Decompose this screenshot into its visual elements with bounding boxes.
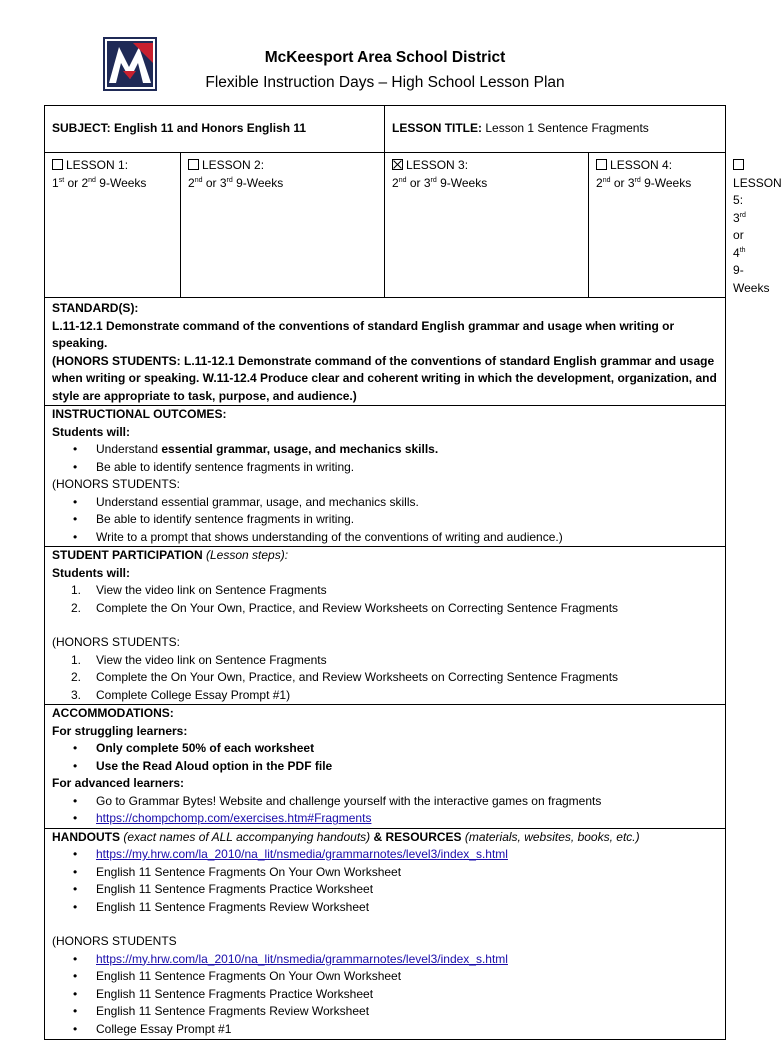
list-item: • Go to Grammar Bytes! Website and challenge yourself with the interactive games on fragments [52, 793, 718, 811]
list-item: • Be able to identify sentence fragments in writing. [52, 459, 718, 477]
students-will-label: Students will: [52, 424, 130, 439]
district-name: McKeesport Area School District [264, 49, 506, 66]
accommodations-section [45, 705, 726, 829]
advanced-learners-label: For advanced learners: [52, 776, 185, 790]
list-item: • Be able to identify sentence fragments in writing. [52, 511, 718, 529]
list-item: 2. Complete the On Your Own, Practice, and Review Worksheets on Correcting Sentence Fragments [71, 600, 619, 615]
participation-section: STUDENT PARTICIPATION (Lesson steps): Students will: 1. View the video link on Sentence Fragments 2. Complete the On Your Own, Practice, and Review Worksheets on Correcting Sentence Fragments (HONORS STUDENTS: 1. View the video link on Sentence Fragments 2. Complete the On Your Own, Practice, and Review Worksheets on Correcting Sentence Fragments 3. Complete College Essay Prompt #1) [45, 547, 726, 705]
list-item: • English 11 Sentence Fragments Practice Worksheet [52, 881, 718, 899]
lesson-title-value: Lesson 1 Sentence Fragments [485, 121, 649, 136]
subject-value: English 11 and Honors English 11 [114, 121, 307, 136]
lesson-2-checkbox[interactable] [188, 159, 199, 170]
lesson-option: LESSON 1: 1st or 2nd 9-Weeks [45, 153, 181, 298]
handouts-section: HANDOUTS (exact names of ALL accompanying handouts) & RESOURCES (materials, websites, books, etc.) • https://my.hrw.com/la_2010/na_lit/nsmedia/grammarnotes/level3/index_s.html • English 11 Sentence Fragments On Your Own Worksheet • English 11 Sentence Fragments Practice Worksheet • English 11 Sentence Fragments Review Worksheet (HONORS STUDENTS • https://my.hrw.com/la_2010/na_lit/nsmedia/grammarnotes/level3/index_s.html • English 11 Sentence Fragments On Your Own Worksheet • English 11 Sentence Fragments Practice Worksheet • English 11 Sentence Fragments Review Worksheet • College Essay Prompt #1 [45, 828, 726, 1040]
students-will-label: Students will: [52, 565, 130, 580]
list-item: 3. Complete College Essay Prompt #1) [71, 687, 291, 702]
document-title: Flexible Instruction Days – High School Lesson Plan [205, 74, 565, 91]
list-item: • English 11 Sentence Fragments On Your Own Worksheet [52, 968, 718, 986]
lesson-4-checkbox[interactable] [596, 159, 607, 170]
list-item: • Understand essential grammar, usage, and mechanics skills. [52, 494, 718, 512]
outcomes-section [45, 406, 726, 547]
lesson-option: LESSON 3: 2nd or 3rd 9-Weeks [385, 153, 589, 298]
lesson-title-cell [385, 106, 726, 153]
list-item: • Understand essential grammar, usage, and mechanics skills. [52, 441, 718, 459]
list-item: • English 11 Sentence Fragments Practice Worksheet [52, 986, 718, 1004]
outcomes-heading: INSTRUCTIONAL OUTCOMES: [52, 407, 227, 421]
lesson-option: LESSON 4: 2nd or 3rd 9-Weeks [589, 153, 726, 298]
lesson-1-checkbox[interactable] [52, 159, 63, 170]
standards-text: L.11-12.1 Demonstrate command of the conventions of standard English grammar and usage when writing or speaking. [52, 318, 675, 350]
list-item [52, 846, 718, 864]
lesson-title-label: LESSON TITLE: [392, 121, 483, 136]
list-item: • English 11 Sentence Fragments Review Worksheet [52, 1003, 718, 1021]
list-item [52, 951, 718, 969]
list-item: 1. View the video link on Sentence Fragments [71, 652, 327, 667]
honors-label: (HONORS STUDENTS: [52, 635, 181, 649]
lesson-5-checkbox[interactable] [733, 159, 744, 170]
lesson-options-row: LESSON 1: 1st or 2nd 9-Weeks LESSON 2: 2nd or 3rd 9-Weeks LESSON 3: 2nd or 3rd 9-Weeks LESSON 4: 2nd or 3rd 9-Weeks LESSON 5: 3rd or 4th 9-Weeks [45, 153, 726, 298]
list-item: 2. Complete the On Your Own, Practice, and Review Worksheets on Correcting Sentence Fragments [71, 670, 619, 684]
list-item: 1. View the video link on Sentence Fragments [71, 583, 327, 597]
standards-heading: STANDARD(S): [52, 301, 139, 315]
list-item: • Use the Read Aloud option in the PDF file [52, 758, 718, 776]
list-item: • English 11 Sentence Fragments On Your Own Worksheet [52, 864, 718, 882]
standards-honors-text: (HONORS STUDENTS: L.11-12.1 Demonstrate command of the conventions of standard English grammar and usage when writing or speaking. W.11-12.4 Produce clear and coherent writing in which the development, organization, and style are appropriate to task, purpose, and audience.) [52, 353, 717, 403]
list-item: • English 11 Sentence Fragments Review Worksheet [52, 899, 718, 917]
lesson-option: LESSON 2: 2nd or 3rd 9-Weeks [181, 153, 385, 298]
list-item: • Only complete 50% of each worksheet [52, 740, 718, 758]
list-item [52, 810, 718, 828]
struggling-learners-label: For struggling learners: [52, 723, 188, 738]
lesson-3-checkbox[interactable] [392, 159, 403, 170]
standards-section [45, 298, 726, 406]
honors-label: (HONORS STUDENTS: [52, 477, 181, 491]
list-item: • Write to a prompt that shows understanding of the conventions of writing and audience.) [52, 529, 718, 547]
list-item: • College Essay Prompt #1 [52, 1021, 718, 1039]
subject-label: SUBJECT: [52, 121, 111, 136]
subject-cell [45, 106, 385, 153]
handouts-heading: HANDOUTS [52, 829, 120, 844]
participation-heading: STUDENT PARTICIPATION [52, 548, 203, 562]
chompchomp-link[interactable]: https://chompchomp.com/exercises.htm#Fragments [96, 811, 372, 825]
hrw-grammar-link-honors[interactable]: https://my.hrw.com/la_2010/na_lit/nsmedia/grammarnotes/level3/index_s.html [96, 951, 508, 966]
hrw-grammar-link[interactable]: https://my.hrw.com/la_2010/na_lit/nsmedia/grammarnotes/level3/index_s.html [96, 847, 508, 861]
accommodations-heading: ACCOMMODATIONS: [52, 706, 174, 720]
honors-label: (HONORS STUDENTS [52, 934, 177, 948]
lesson-plan-table [44, 105, 782, 1040]
